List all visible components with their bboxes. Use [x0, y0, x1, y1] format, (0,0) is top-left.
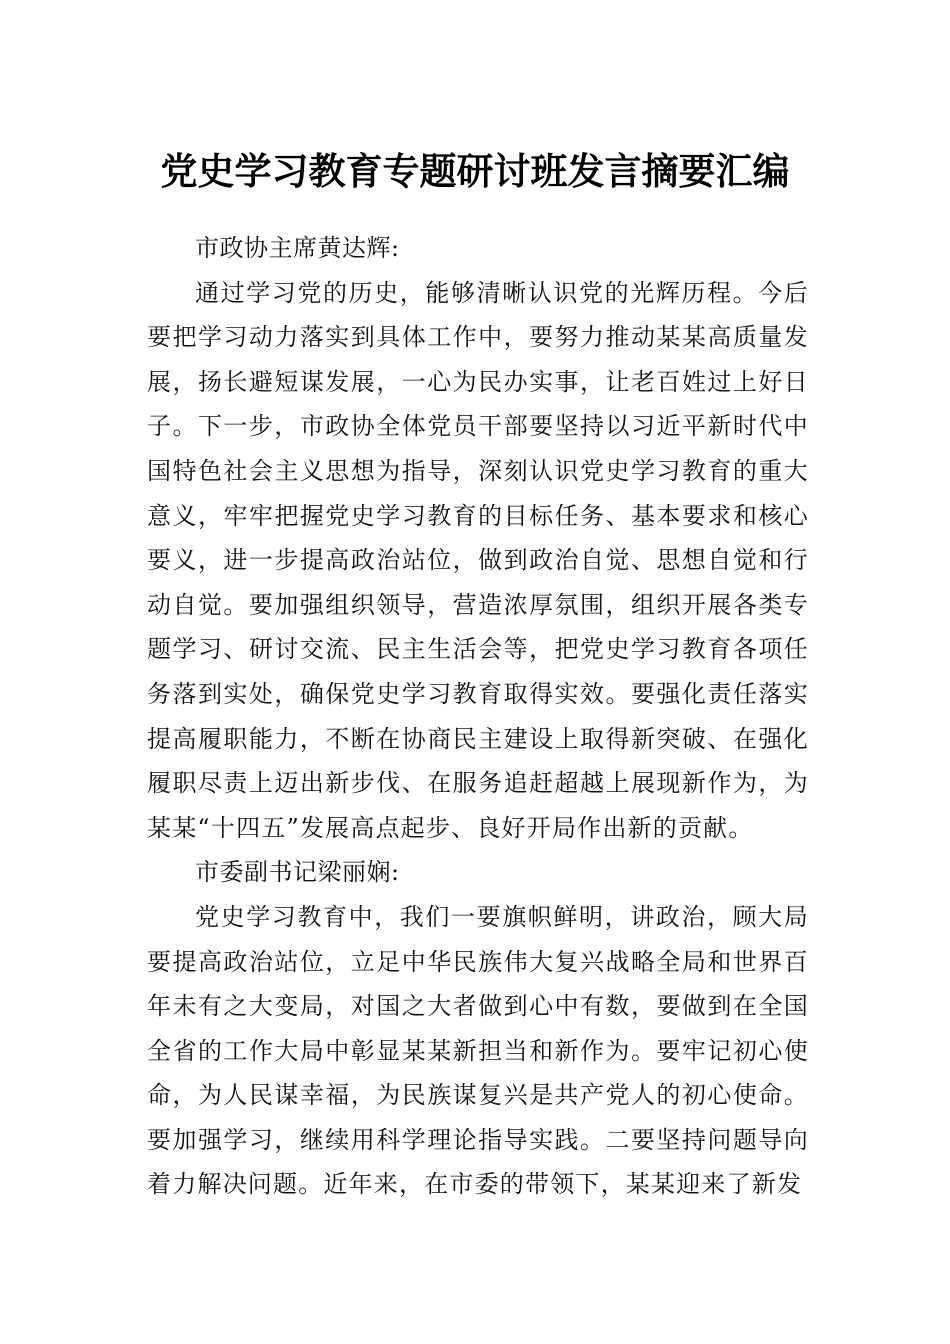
- document-title: 党史学习教育专题研讨班发言摘要汇编: [160, 150, 790, 193]
- speech-paragraph-1: 通过学习党的历史，能够清晰认识党的光辉历程。今后要把学习动力落实到具体工作中，要努力推动某某高质量发展，扬长避短谋发展，一心为民办实事，让老百姓过上好日子。下一步，市政协全体党员干部要坚持以习近平新时代中国特色社会主义思想为指导，深刻认识党史学习教育的重大意义，牢牢把握党史学习教育的目标任务、基本要求和核心要义，进一步提高政治站位，做到政治自觉、思想自觉和行动自觉。要加强组织领导，营造浓厚氛围，组织开展各类专题学习、研讨交流、民主生活会等，把党史学习教育各项任务落到实处，确保党史学习教育取得实效。要强化责任落实提高履职能力，不断在协商民主建设上取得新突破、在强化履职尽责上迈出新步伐、在服务追赶超越上展现新作为，为某某“十四五”发展高点起步、良好开局作出新的贡献。: [147, 278, 809, 842]
- speaker-label-2: 市委副书记梁丽娴:: [195, 858, 400, 887]
- speech-paragraph-2: 党史学习教育中，我们一要旗帜鲜明，讲政治，顾大局要提高政治站位，立足中华民族伟大复兴战略全局和世界百年未有之大变局，对国之大者做到心中有数，要做到在全国全省的工作大局中彰显某某新担当和新作为。要牢记初心使命，为人民谋幸福，为民族谋复兴是共产党人的初心使命。要加强学习，继续用科学理论指导实践。二要坚持问题导向着力解决问题。近年来，在市委的带领下，某某迎来了新发: [147, 902, 809, 1199]
- speaker-label-1: 市政协主席黄达辉:: [195, 234, 400, 262]
- document-body: [147, 226, 809, 1207]
